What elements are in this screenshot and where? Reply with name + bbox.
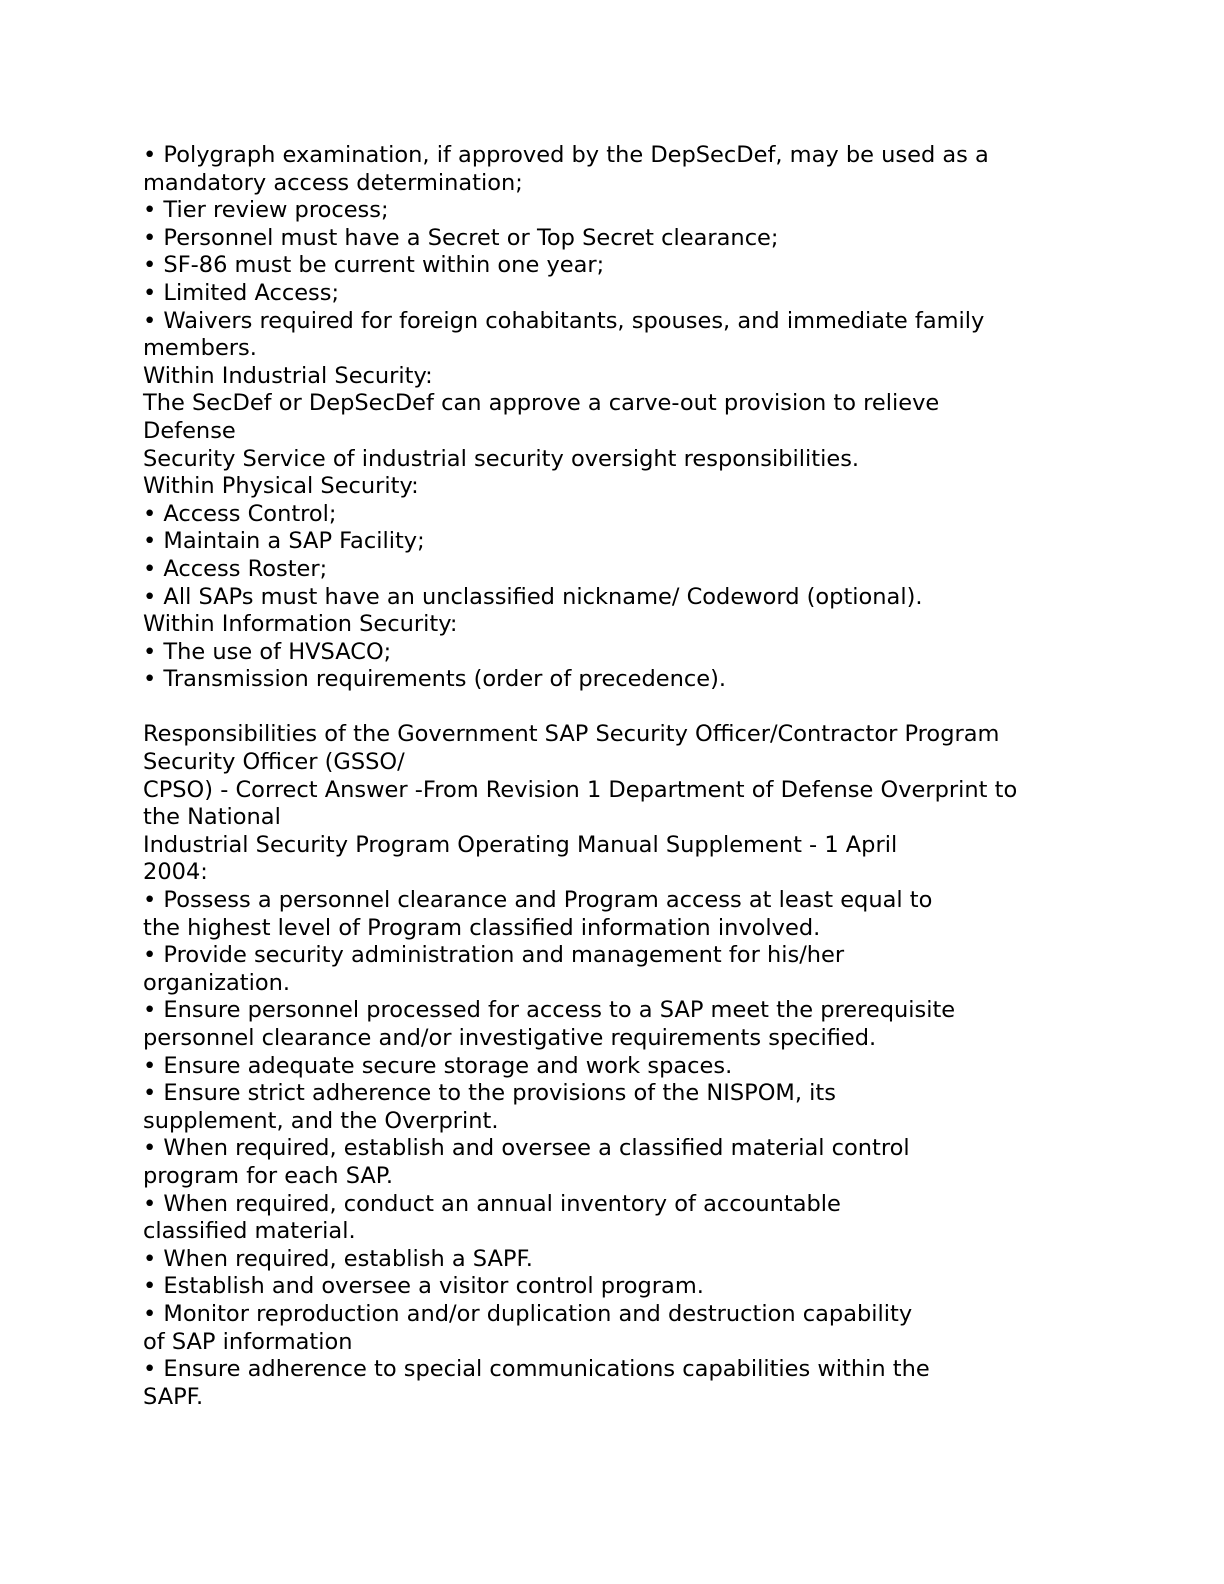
text-line: of SAP information: [143, 1328, 353, 1355]
text-line: • Limited Access;: [143, 279, 340, 306]
text-line: classified material.: [143, 1218, 356, 1245]
section-heading: Within Industrial Security:: [143, 362, 433, 389]
text-line: • Possess a personnel clearance and Program access at least equal to: [143, 887, 933, 914]
text-line: the National: [143, 804, 281, 831]
text-line: • All SAPs must have an unclassified nickname/ Codeword (optional).: [143, 583, 923, 610]
text-line: • Ensure personnel processed for access to a SAP meet the prerequisite: [143, 997, 956, 1024]
text-line: • Personnel must have a Secret or Top Secret clearance;: [143, 224, 779, 251]
text-line: 2004:: [143, 859, 208, 886]
text-line: • Access Roster;: [143, 555, 328, 582]
text-line: • Maintain a SAP Facility;: [143, 528, 425, 555]
text-line: • Transmission requirements (order of precedence).: [143, 666, 727, 693]
text-line: • Establish and oversee a visitor control program.: [143, 1273, 704, 1300]
text-line: personnel clearance and/or investigative requirements specified.: [143, 1025, 877, 1051]
document-page: [143, 142, 1143, 1411]
question-heading: Security Officer (GSSO/: [143, 749, 405, 776]
text-line: • Tier review process;: [143, 197, 389, 224]
text-line: SAPF.: [143, 1383, 204, 1410]
text-line: supplement, and the Overprint.: [143, 1107, 499, 1134]
text-line: • Monitor reproduction and/or duplication and destruction capability: [143, 1300, 913, 1327]
text-line: the highest level of Program classified information involved.: [143, 914, 821, 941]
text-line: Industrial Security Program Operating Manual Supplement - 1 April: [143, 831, 898, 858]
text-line: organization.: [143, 969, 291, 996]
text-line: • Ensure adherence to special communications capabilities within the: [143, 1356, 930, 1383]
blank-line: [143, 694, 1143, 722]
text-line: • Ensure adequate secure storage and work spaces.: [143, 1052, 733, 1079]
text-line: members.: [143, 335, 257, 362]
text-line: • Provide security administration and management for his/her: [143, 942, 845, 969]
text-line: mandatory access determination;: [143, 169, 523, 196]
text-line: • Ensure strict adherence to the provisions of the NISPOM, its: [143, 1080, 836, 1107]
text-line: • Polygraph examination, if approved by the DepSecDef, may be used as a: [143, 142, 989, 168]
text-line: The SecDef or DepSecDef can approve a carve-out provision to relieve: [143, 390, 940, 417]
text-line: Defense: [143, 417, 236, 444]
text-line: • Access Control;: [143, 500, 337, 527]
text-line: • When required, establish a SAPF.: [143, 1245, 533, 1272]
text-line: CPSO) - Correct Answer -From Revision 1 Department of Defense Overprint to: [143, 776, 1018, 803]
section-heading: Within Physical Security:: [143, 473, 419, 500]
text-line: Security Service of industrial security oversight responsibilities.: [143, 445, 860, 472]
section-heading: Within Information Security:: [143, 611, 458, 638]
text-line: • SF-86 must be current within one year;: [143, 252, 605, 279]
text-line: • The use of HVSACO;: [143, 638, 392, 665]
text-line: • Waivers required for foreign cohabitants, spouses, and immediate family: [143, 307, 985, 334]
text-line: • When required, conduct an annual inventory of accountable: [143, 1190, 841, 1217]
text-line: • When required, establish and oversee a classified material control: [143, 1135, 910, 1162]
text-line: program for each SAP.: [143, 1162, 394, 1189]
question-heading: Responsibilities of the Government SAP Security Officer/Contractor Program: [143, 721, 1000, 748]
